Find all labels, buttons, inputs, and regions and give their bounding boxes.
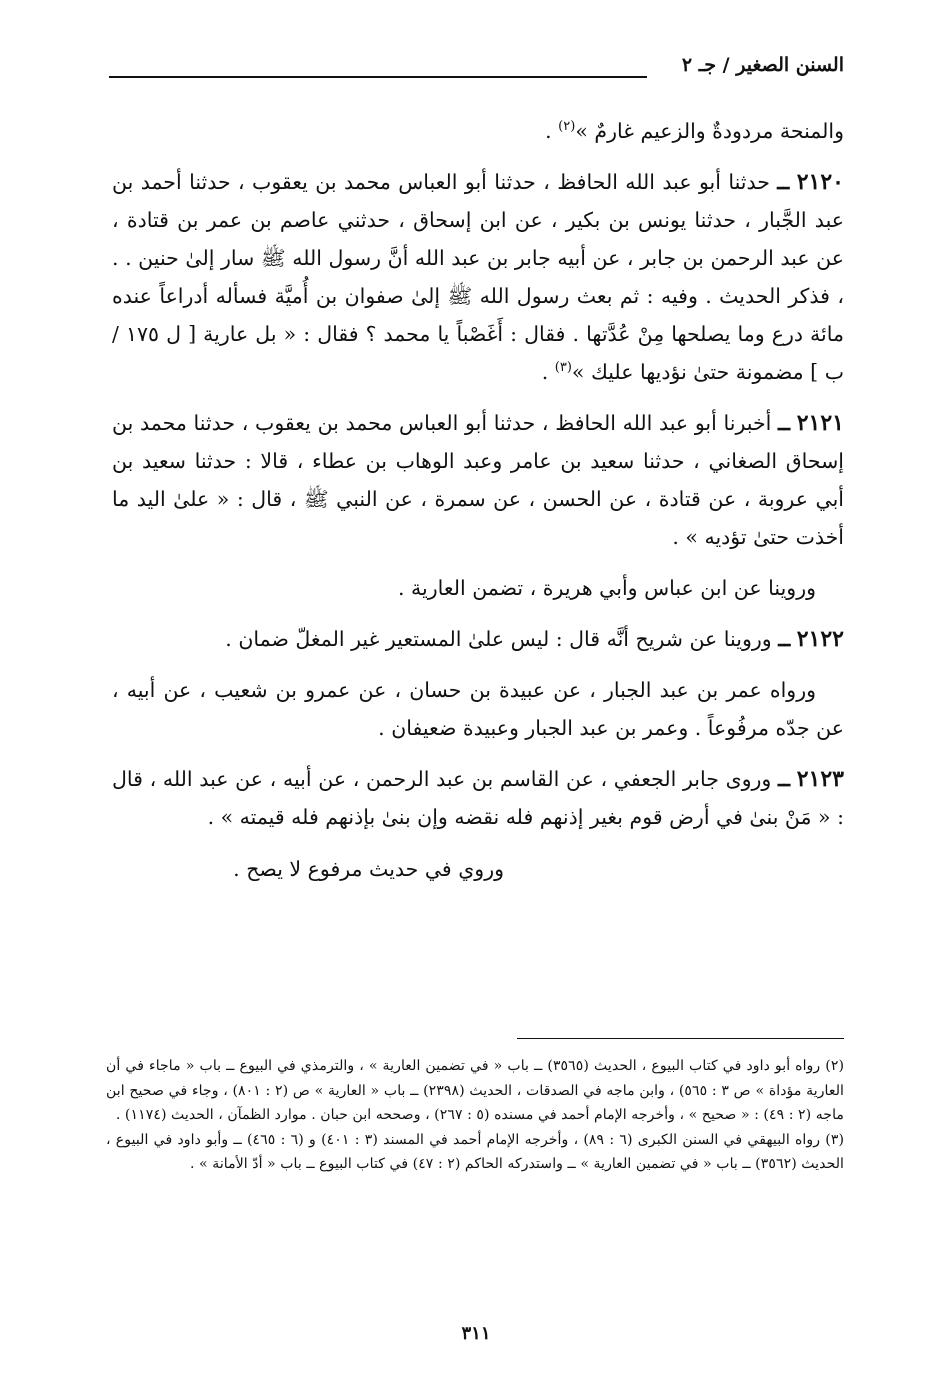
running-header (109, 52, 844, 88)
note-2121: وروينا عن ابن عباس وأبي هريرة ، تضمن العارية . (397, 576, 816, 600)
hadith-2123: ٢١٢٣ ــ وروى جابر الجعفي ، عن القاسم بن عبد الرحمن ، عن أبيه ، عن عبد الله ، قال : « مَنْ بنىٰ في أرض قوم بغير إذنهم فله نقضه وإن بنىٰ بإذنهم فله قيمته » . (112, 766, 844, 829)
hadith-2122: ٢١٢٢ ــ وروينا عن شريح أنَّه قال : ليس علىٰ المستعير غير المغلّ ضمان . (225, 626, 844, 652)
page-number: ٣١١ (461, 1323, 491, 1344)
running-header-title: السنن الصغير / جـ ٢ (681, 54, 844, 76)
footnotes (106, 1054, 844, 1177)
footnote-ref-3: (٣) (554, 360, 572, 376)
hadith-text-2121: أخبرنا أبو عبد الله الحافظ ، حدثنا أبو العباس محمد بن يعقوب ، حدثنا محمد بن إسحاق الصغاني ، حدثنا سعيد بن عامر وعبد الوهاب بن عطاء ، قالا : حدثنا سعيد بن أبي عروبة ، عن قتادة ، عن الحسن ، عن سمرة ، عن النبي ﷺ ، قال : « علىٰ اليد ما أخذت حتىٰ تؤديه » . (112, 411, 844, 549)
hadith-text-2120: حدثنا أبو عبد الله الحافظ ، حدثنا أبو العباس محمد بن يعقوب ، حدثنا أحمد بن عبد الجَّبار ، حدثنا يونس بن بكير ، عن ابن إسحاق ، حدثني عاصم بن عمر بن قتادة ، عن عبد الرحمن بن جابر ، عن أبيه جابر بن عبد الله أنَّ رسول الله ﷺ سار إلىٰ حنين . . ، فذكر الحديث . وفيه : ثم بعث رسول الله ﷺ إلىٰ صفوان بن أُميَّة فسأله أدراعاً عنده مائة درع وما يصلحها مِنْ عُدَّتها . فقال : أَغَصْباً يا محمد ؟ فقال : « بل عارية [ ل ١٧٥ / ب ] مضمونة حتىٰ نؤديها عليك » (112, 170, 844, 384)
opening-line: والمنحة مردودةٌ والزعيم غارمٌ »$^{(٢)}$ . (545, 119, 844, 143)
hadith-number-2123: ٢١٢٣ (796, 766, 844, 792)
hadith-2120: ٢١٢٠ ــ حدثنا أبو عبد الله الحافظ ، حدثنا أبو العباس محمد بن يعقوب ، حدثنا أحمد بن عبد الجَّبار ، حدثنا يونس بن بكير ، عن ابن إسحاق ، حدثني عاصم بن عمر بن قتادة ، عن عبد الرحمن بن جابر ، عن أبيه جابر بن عبد الله أنَّ رسول الله ﷺ سار إلىٰ حنين . . ، فذكر الحديث . وفيه : ثم بعث رسول الله ﷺ إلىٰ صفوان بن أُميَّة فسأله أدراعاً عنده مائة درع وما يصلحها مِنْ عُدَّتها . فقال : أَغَصْباً يا محمد ؟ فقال : « بل عارية [ ل ١٧٥ / ب ] مضمونة حتىٰ نؤديها عليك »$^{(٣)}$ . (112, 169, 844, 384)
hadith-2121: ٢١٢١ ــ أخبرنا أبو عبد الله الحافظ ، حدثنا أبو العباس محمد بن يعقوب ، حدثنا محمد بن إسحاق الصغاني ، حدثنا سعيد بن عامر وعبد الوهاب بن عطاء ، قالا : حدثنا سعيد بن أبي عروبة ، عن قتادة ، عن الحسن ، عن سمرة ، عن النبي ﷺ ، قال : « علىٰ اليد ما أخذت حتىٰ تؤديه » . (112, 410, 844, 549)
closing-line: وروي في حديث مرفوع لا يصح . (233, 857, 504, 881)
hadith-number-2120: ٢١٢٠ (796, 169, 844, 195)
header-rule (109, 76, 647, 78)
note-2122: ورواه عمر بن عبد الجبار ، عن عبيدة بن حسان ، عن عمرو بن شعيب ، عن أبيه ، عن جدّه مرفُوعاً . وعمر بن عبد الجبار وعبيدة ضعيفان . (112, 678, 844, 740)
main-text (112, 112, 844, 888)
hadith-number-2122: ٢١٢٢ (796, 626, 844, 652)
footnote-2: (٢) رواه أبو داود في كتاب البيوع ، الحديث (٣٥٦٥) ــ باب « في تضمين العارية » ، والترمذي في البيوع ــ باب « ماجاء في أن العارية مؤداة » ص ٣ : ٥٦٥) ، وابن ماجه في الصدقات ، الحديث (٢٣٩٨) ــ باب « العارية » ص (٢ : ٨٠١) ، وجاء في صحيح ابن ماجه (٢ : ٤٩) : « صحيح » ، وأخرجه الإمام أحمد في مسنده (٥ : ٢٦٧) ، وصححه ابن حبان . موارد الظمآن ، الحديث (١١٧٤) . (106, 1058, 845, 1123)
footnote-separator (517, 1038, 844, 1039)
footnote-3: (٣) رواه البيهقي في السنن الكبرى (٦ : ٨٩) ، وأخرجه الإمام أحمد في المسند (٣ : ٤٠١) و (٦ : ٤٦٥) ــ وأبو داود في البيوع ، الحديث (٣٥٦٢) ــ باب « في تضمين العارية » ــ واستدركه الحاكم (٢ : ٤٧) في كتاب البيوع ــ باب « أدّ الأمانة » . (106, 1131, 844, 1172)
footnote-ref-2: (٢) (558, 119, 576, 135)
hadith-text-2122: وروينا عن شريح أنَّه قال : ليس علىٰ المستعير غير المغلّ ضمان . (225, 627, 772, 651)
opening-line-text: والمنحة مردودةٌ والزعيم غارمٌ » (575, 119, 844, 143)
hadith-number-2121: ٢١٢١ (796, 410, 844, 436)
hadith-text-2123: وروى جابر الجعفي ، عن القاسم بن عبد الرحمن ، عن أبيه ، عن عبد الله ، قال : « مَنْ بنىٰ في أرض قوم بغير إذنهم فله نقضه وإن بنىٰ بإذنهم فله قيمته » . (112, 767, 844, 829)
